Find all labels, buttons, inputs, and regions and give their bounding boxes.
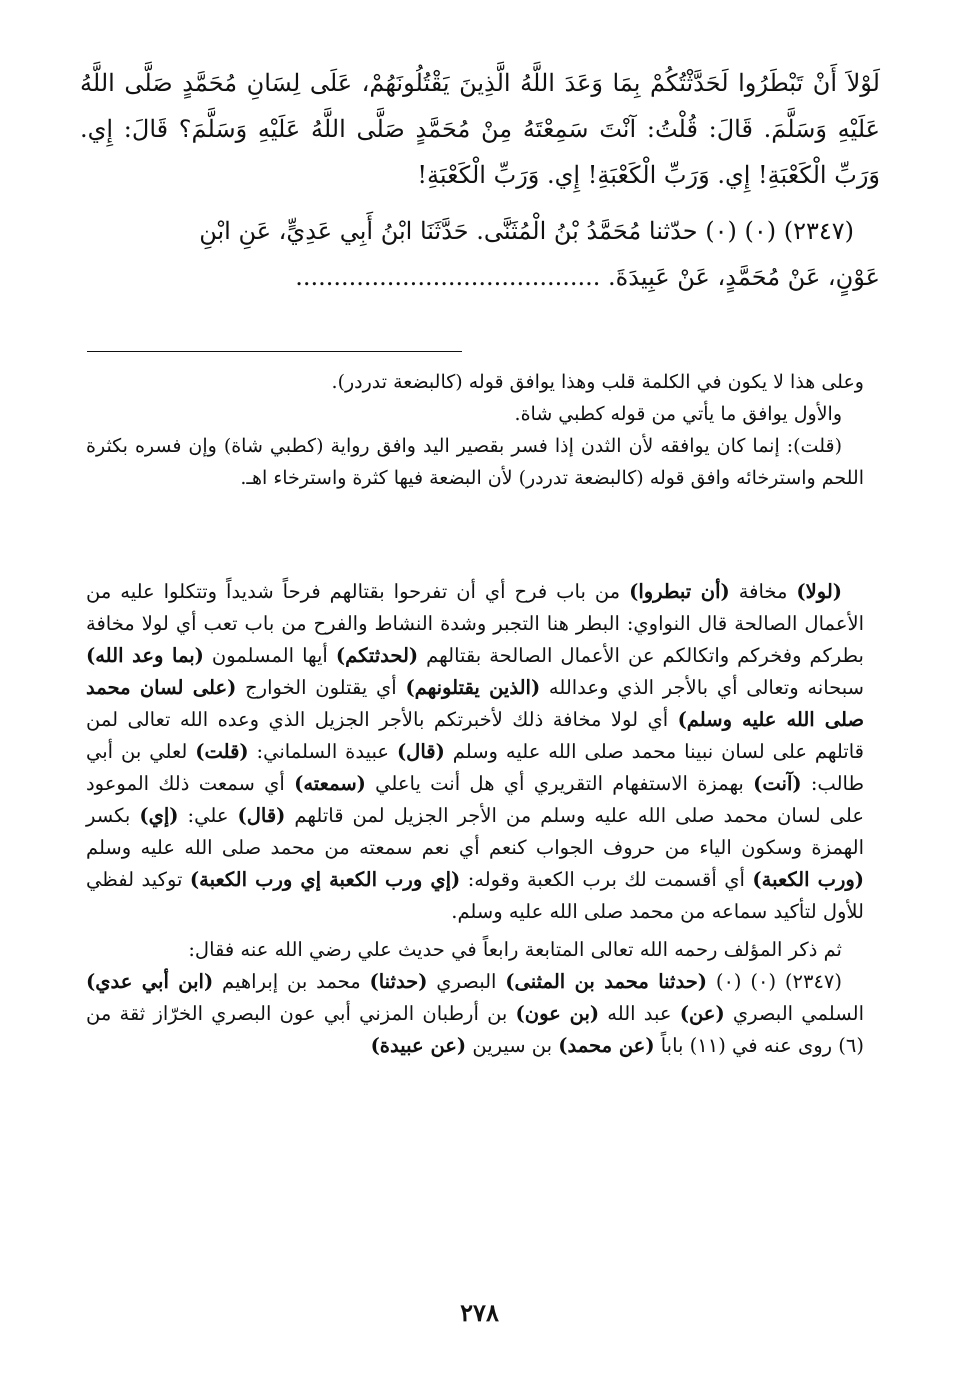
commentary-block xyxy=(86,576,864,1062)
commentary-text: مخافة xyxy=(729,580,797,603)
hadith-isnad xyxy=(80,208,880,300)
commentary-text: السلمي البصري xyxy=(724,1002,864,1025)
footnote-line: (قلت): إنما كان يوافقه لأن الثدن إذا فسر بقصير اليد وافق رواية (كطبي شاة) وإن فسره بكثرة اللحم واسترخائه وافق قوله (كالبضعة تدردر) لأن البضعة فيها كثرة واسترخاء اهـ. xyxy=(86,435,864,489)
commentary-text: بكسر الهمزة وسكون الياء من حروف الجواب كنعم أي نعم سمعته من محمد صلى الله عليه وسلم xyxy=(86,804,864,859)
commentary-quoted-term: (حدثنا محمد بن المثنى) xyxy=(505,970,707,993)
commentary-text: أي أقسمت لك برب الكعبة وقوله: xyxy=(460,868,753,891)
commentary-quoted-term: (عن عبيدة) xyxy=(370,1034,467,1057)
commentary-quoted-term: (إي) xyxy=(139,804,179,827)
commentary-text: عبيدة السلماني: xyxy=(248,740,397,763)
commentary-text: لعلي بن أبي طالب: xyxy=(86,740,864,795)
commentary-paragraph xyxy=(86,966,864,1062)
commentary-text: من باب فرح أي أن تفرحوا بقتالهم فرحاً شديداً وتتكلوا عليه من الأعمال الصالحة قال النواوي: البطر هنا التجبر وشدة النشاط والفرح من باب تعب أي لولا مخافة بطركم وفخركم واتكالكم عن الأعمال الصالحة بقتالهم xyxy=(86,580,864,667)
hadith-paragraph: لَوْلاَ أَنْ تَبْطَرُوا لَحَدَّثْتُكُمْ بِمَا وَعَدَ اللَّهُ الَّذِينَ يَقْتُلُونَهُمْ، عَلَى لِسَانِ مُحَمَّدٍ صَلَّى اللَّهُ عَلَيْهِ وَسَلَّمَ. قَالَ: قُلْتُ: آنْتَ سَمِعْتَهُ مِنْ مُحَمَّدٍ صَلَّى اللَّهُ عَلَيْهِ وَسَلَّمَ؟ قَالَ: إِي. وَرَبِّ الْكَعْبَةِ! إِي. وَرَبِّ الْكَعْبَةِ! إِي. وَرَبِّ الْكَعْبَةِ! xyxy=(80,69,880,189)
commentary-quoted-term: (إي ورب الكعبة إي ورب الكعبة) xyxy=(189,868,461,891)
commentary-paragraph xyxy=(86,576,864,928)
commentary-quoted-term: (ورب الكعبة) xyxy=(752,868,865,891)
commentary-text: البصري xyxy=(427,970,506,993)
footnote-line: وعلى هذا لا يكون في الكلمة قلب وهذا يوافق قوله (كالبضعة تدردر). xyxy=(331,371,864,393)
commentary-text: توكيد لفظي للأول لتأكيد سماعه من محمد صلى الله عليه وسلم. xyxy=(86,868,864,923)
commentary-text: عبد الله xyxy=(599,1002,680,1025)
commentary-text: سبحانه وتعالى أي بالأجر الذي وعدالله xyxy=(540,676,864,699)
commentary-quoted-term: (الذين يقتلونهم) xyxy=(405,676,541,699)
commentary-quoted-term: (بن عون) xyxy=(515,1002,600,1025)
commentary-quoted-term: (ابن أبي عدي) xyxy=(86,970,214,993)
commentary-text: بن أرطبان المزني أبي عون البصري الخرّاز ثقة من (٦) روى عنه في (١١) باباً xyxy=(86,1002,864,1057)
commentary-quoted-term: (أن تبطروا) xyxy=(629,580,730,603)
commentary-quoted-term: (على لسان محمد صلى الله عليه وسلم) xyxy=(86,676,865,731)
commentary-text: أي سمعت ذلك الموعود على لسان محمد صلى الله عليه وسلم من الأجر الجزيل لمن قاتلهم xyxy=(86,772,864,827)
commentary-quoted-term: (سمعته) xyxy=(294,772,366,795)
footnote-line: والأول يوافق ما يأتي من قوله كطبي شاة. xyxy=(514,403,842,425)
commentary-text: محمد بن إبراهيم xyxy=(213,970,370,993)
commentary-quoted-term: (حدثنا) xyxy=(369,970,428,993)
commentary-text: بهمزة الاستفهام التقريري أي هل أنت ياعلي xyxy=(365,772,754,795)
commentary-paragraph: ثم ذكر المؤلف رحمه الله تعالى المتابعة رابعاً في حديث علي رضي الله عنه فقال: xyxy=(188,938,842,961)
commentary-text: (٢٣٤٧) (٠) (٠) xyxy=(707,970,843,993)
commentary-quoted-term: (لولا) xyxy=(796,580,842,603)
commentary-text: أيها المسلمون xyxy=(203,644,336,667)
footnote-block xyxy=(86,366,864,494)
commentary-quoted-term: (قال) xyxy=(396,740,445,763)
commentary-quoted-term: (عن) xyxy=(679,1002,725,1025)
commentary-text: أي يقتلون الخوارج xyxy=(236,676,406,699)
hadith-isnad-line: عَوْنٍ، عَنْ مُحَمَّدٍ، عَنْ عَبِيدَةَ. ........................................ xyxy=(295,263,880,291)
footnote-divider xyxy=(87,351,462,352)
hadith-text xyxy=(80,60,880,300)
commentary-quoted-term: (لحدثتكم) xyxy=(335,644,419,667)
commentary-text: علي: xyxy=(178,804,238,827)
commentary-quoted-term: (آنت) xyxy=(753,772,802,795)
commentary-quoted-term: (قلت) xyxy=(195,740,249,763)
page-number: ٢٧٨ xyxy=(460,1298,499,1327)
commentary-text: بن سيرين xyxy=(466,1034,559,1057)
hadith-isnad-line: (٢٣٤٧) (٠) (٠) حدّثنا مُحَمَّدُ بْنُ الْمُثَنَّى. حَدَّثَنَا ابْنُ أَبِي عَدِيٍّ، عَنِ ابْنِ xyxy=(199,217,854,245)
commentary-text: أي لولا مخافة ذلك لأخبرتكم بالأجر الجزيل الذي وعده الله تعالى لمن قاتلهم على لسان نبينا محمد صلى الله عليه وسلم xyxy=(86,708,864,763)
commentary-quoted-term: (عن محمد) xyxy=(558,1034,655,1057)
commentary-quoted-term: (قال) xyxy=(237,804,286,827)
commentary-quoted-term: (بما وعد الله) xyxy=(86,644,204,667)
